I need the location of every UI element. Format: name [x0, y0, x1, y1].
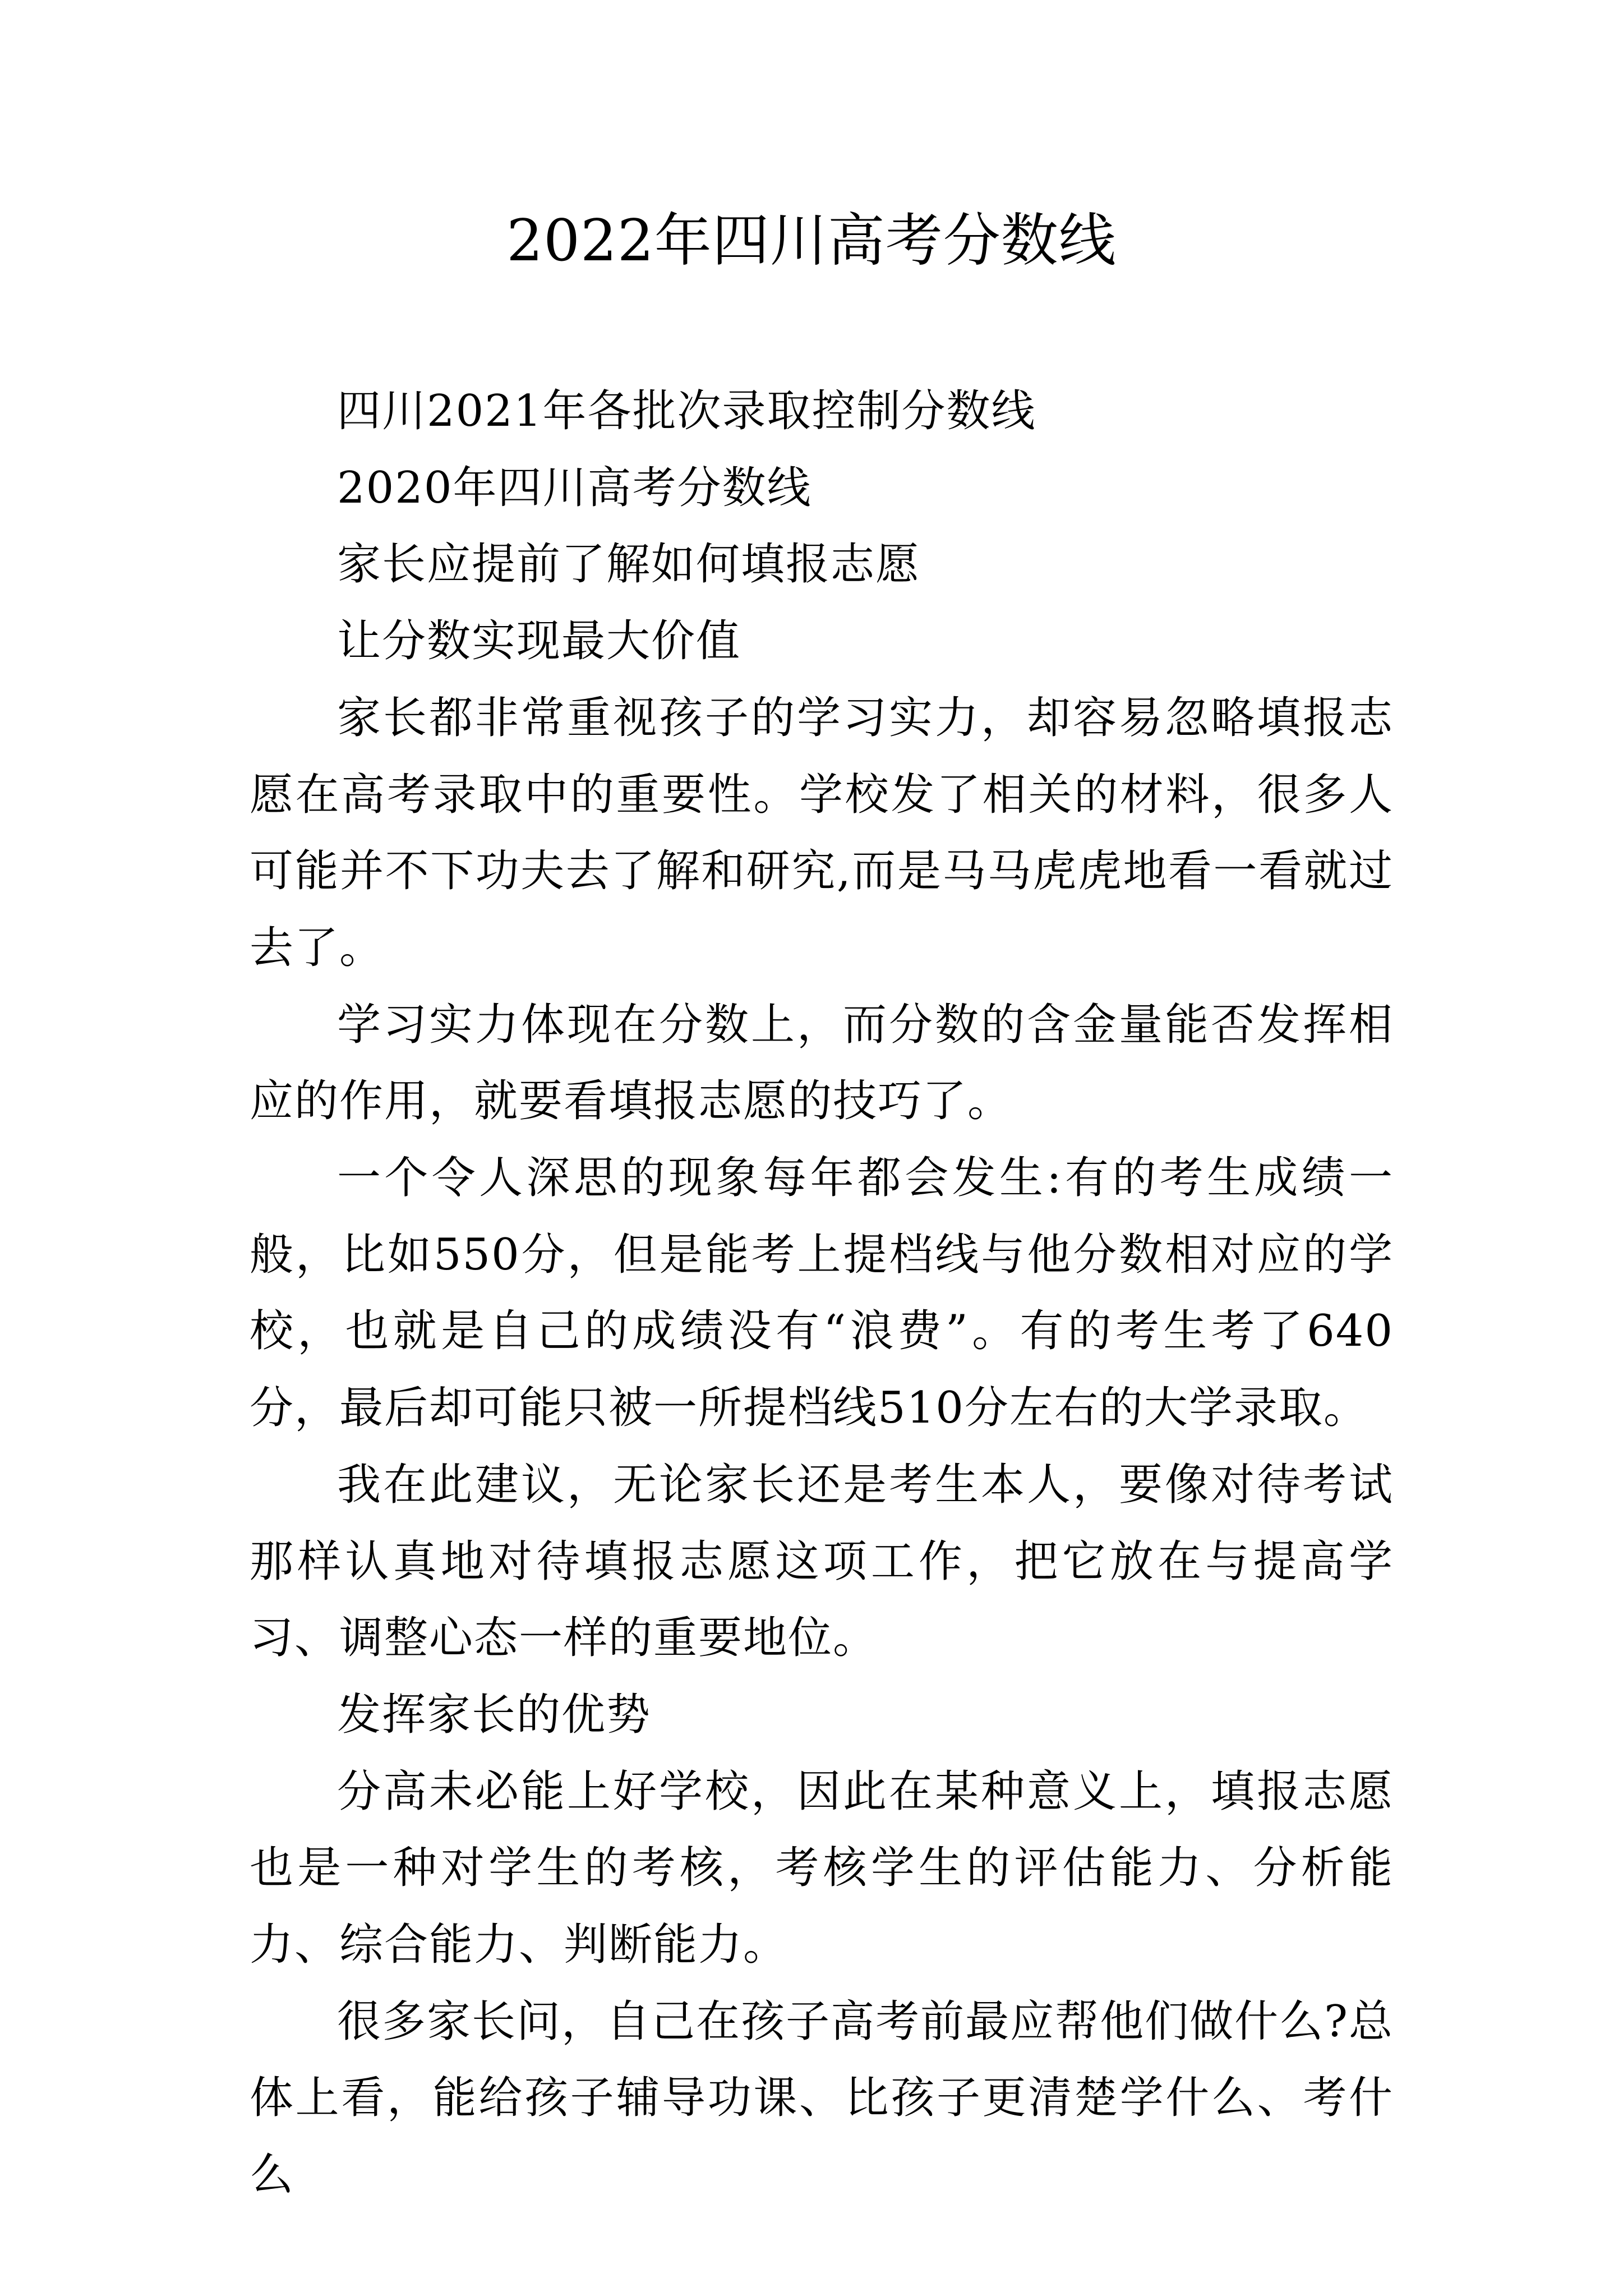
paragraph: 我在此建议，无论家长还是考生本人，要像对待考试那样认真地对待填报志愿这项工作，把它放在与提高学习、调整心态一样的重要地位。 [250, 1459, 1394, 1664]
paragraph: 四川2021年各批次录取控制分数线 [337, 386, 1036, 436]
paragraph: 家长都非常重视孩子的学习实力，却容易忽略填报志愿在高考录取中的重要性。学校发了相关的材料，很多人可能并不下功夫去了解和研究,而是马马虎虎地看一看就过去了。 [250, 692, 1394, 973]
paragraph: 2020年四川高考分数线 [337, 462, 812, 513]
paragraph: 家长应提前了解如何填报志愿 [337, 539, 921, 590]
document-title: 2022年四川高考分数线 [506, 208, 1117, 274]
paragraph: 分高未必能上好学校，因此在某种意义上，填报志愿也是一种对学生的考核，考核学生的评估能力、分析能力、综合能力、判断能力。 [250, 1766, 1394, 1971]
paragraph: 发挥家长的优势 [337, 1689, 652, 1740]
paragraph: 一个令人深思的现象每年都会发生:有的考生成绩一般，比如550分，但是能考上提档线与他分数相对应的学校，也就是自己的成绩没有“浪费”。有的考生考了640分，最后却可能只被一所提档线510分左右的大学录取。 [250, 1153, 1394, 1434]
document-body [250, 373, 1394, 2214]
paragraph: 学习实力体现在分数上，而分数的含金量能否发挥相应的作用，就要看填报志愿的技巧了。 [250, 999, 1394, 1127]
paragraph: 很多家长问，自己在孩子高考前最应帮他们做什么?总体上看，能给孩子辅导功课、比孩子更清楚学什么、考什么 [250, 1996, 1394, 2201]
paragraph: 让分数实现最大价值 [337, 616, 741, 667]
